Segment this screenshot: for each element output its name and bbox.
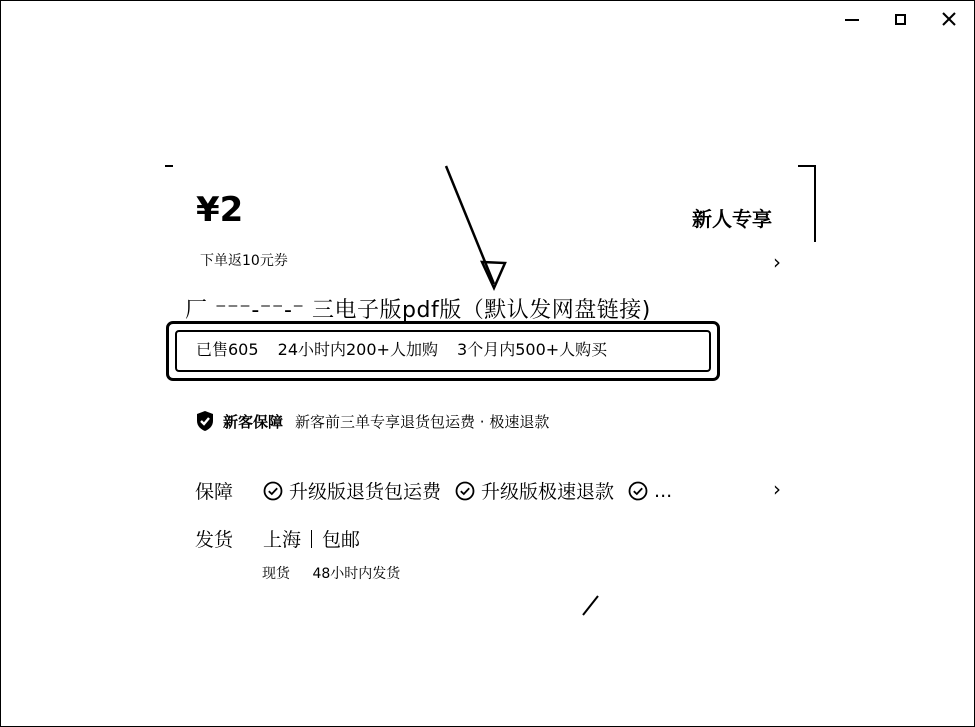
hourly-add-to-cart: 24小时内200+人加购 [277,340,438,359]
guarantee-item: 升级版极速退款 [455,477,614,504]
guarantee-item: ... [628,480,672,502]
guarantee-header: 保障 [195,481,234,503]
new-customer-text: 新客前三单专享退货包运费 · 极速退款 [295,412,550,431]
guarantee-item: 升级版退货包运费 [263,477,441,504]
product-price: ¥2 [196,190,244,230]
new-user-badge: 新人专享 [692,207,772,231]
sold-count: 已售605 [196,340,259,359]
free-shipping: 包邮 [322,529,361,551]
shipping-location: 上海 [263,529,302,551]
monthly-buyers: 3个月内500+人购买 [457,340,608,359]
coupon-text[interactable]: 下单返10元券 [200,253,288,269]
product-title: 厂 ⁻⁻⁻-⁻⁻-⁻ 三电子版pdf版（默认发网盘链接) [185,298,651,323]
chevron-right-icon[interactable]: › [773,250,781,274]
shipping-header: 发货 [195,529,234,551]
new-customer-label: 新客保障 [223,412,284,431]
chevron-right-icon[interactable]: › [773,477,781,501]
stock-status: 现货 [262,566,290,582]
dispatch-time: 48小时内发货 [312,566,401,582]
